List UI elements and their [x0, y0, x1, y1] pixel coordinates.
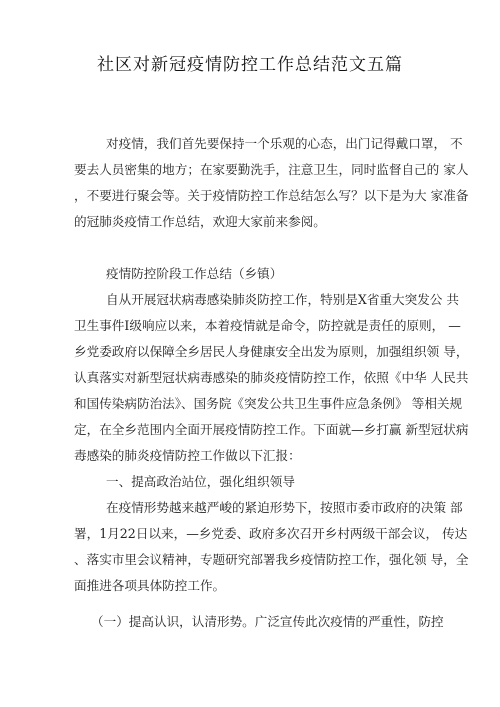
- paragraph-line: （一）提高认识，认清形势。广泛宣传此次疫情的严重性，防控: [91, 614, 444, 629]
- paragraph-line: 认真落实对新型冠状病毒感染的肺炎疫情防控工作，依照《中华 人民共: [74, 370, 469, 385]
- paragraph-line: 面推进各项具体防控工作。: [74, 578, 226, 593]
- paragraph-line: 自从开展冠状病毒感染肺炎防控工作，特别是X省重大突发公 共: [106, 292, 460, 307]
- document-title: 社区对新冠疫情防控工作总结范文五篇: [97, 55, 403, 75]
- paragraph-line: 乡党委政府以保障全乡居民人身健康安全出发为原则，加强组织领 导，: [74, 344, 469, 359]
- paragraph-line: ，不要进行聚会等。关于疫情防控工作总结怎么写？以下是为大 家准备: [74, 188, 469, 203]
- paragraph-line: 定，在全乡范围内全面开展疫情防控工作。下面就—乡打赢 新型冠状病: [74, 422, 469, 437]
- paragraph-line: 署，1月22日以来，—乡党委、政府多次召开乡村两级干部会议， 传达: [74, 526, 468, 541]
- paragraph-line: 毒感染的肺炎疫情防控工作做以下汇报：: [74, 448, 301, 463]
- paragraph-line: 在疫情形势越来越严峻的紧迫形势下，按照市委市政府的决策 部: [106, 500, 463, 515]
- paragraph-line: 的冠肺炎疫情工作总结，欢迎大家前来参阅。: [74, 214, 326, 229]
- section-heading: 疫情防控阶段工作总结（乡镇）: [106, 266, 283, 281]
- paragraph-line: 对疫情，我们首先要保持一个乐观的心态，出门记得戴口罩， 不: [106, 136, 463, 151]
- paragraph-line: 、落实市里会议精神，专题研究部署我乡疫情防控工作，强化领 导，全: [74, 552, 469, 567]
- section-heading: 一、提高政治站位，强化组织领导: [106, 474, 295, 489]
- paragraph-line: 和国传染病防治法》、国务院《突发公共卫生事件应急条例》 等相关规: [74, 396, 463, 411]
- paragraph-line: 卫生事件Ⅰ级响应以来，本着疫情就是命令，防控就是责任的原则， —: [74, 318, 461, 333]
- paragraph-line: 要去人员密集的地方；在家要勤洗手，注意卫生，同时监督自己的 家人: [74, 162, 469, 177]
